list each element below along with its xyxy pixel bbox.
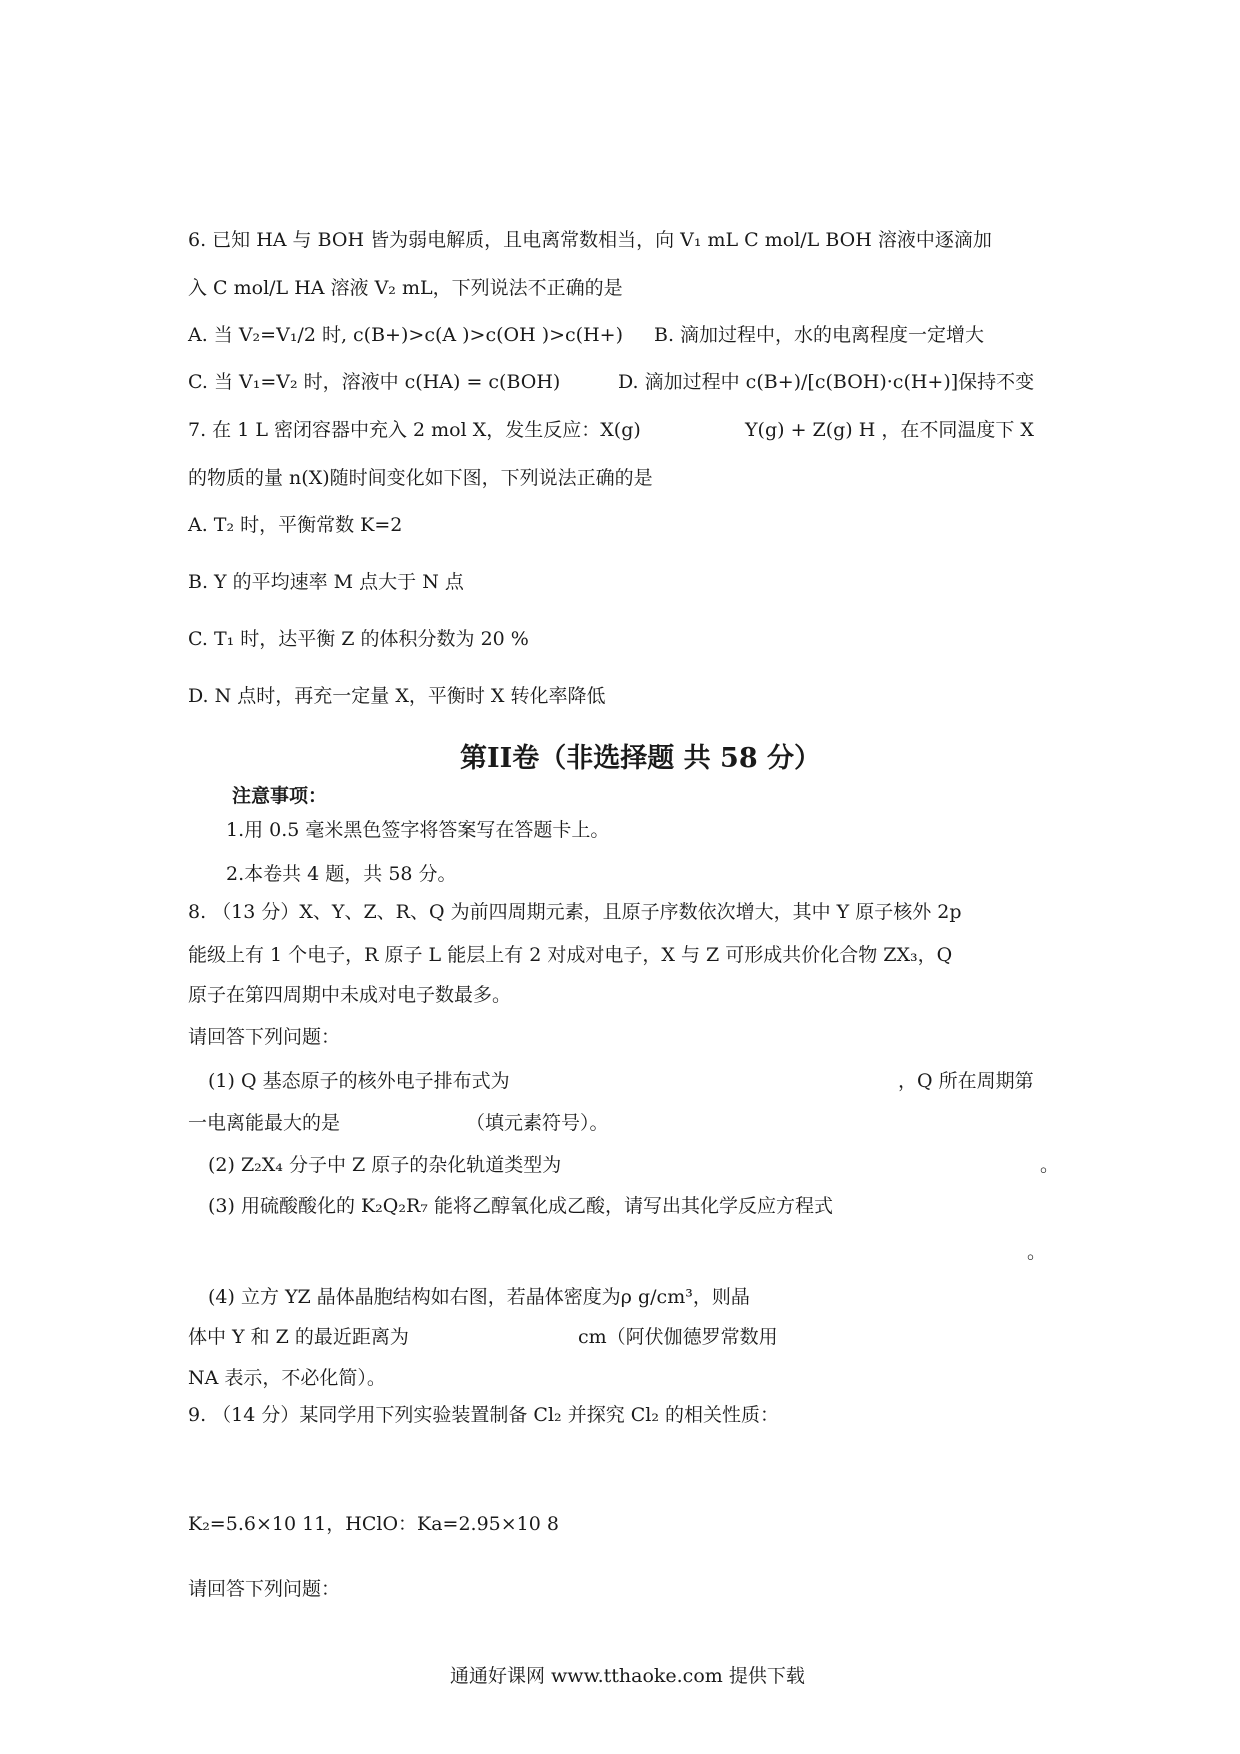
q6-option-c: C. 当 V₁=V₂ 时，溶液中 c(HA) = c(BOH) — [188, 371, 561, 393]
q6-option-a: A. 当 V₂=V₁/2 时, c(B+)>c(A )>c(OH )>c(H+) — [188, 324, 623, 346]
q6-option-d: D. 滴加过程中 c(B+)/[c(BOH)·c(H+)]保持不变 — [618, 371, 1035, 393]
section-title: 第II卷（非选择题 共 58 分） — [460, 743, 822, 774]
footer-download-note: 通通好课网 www.tthaoke.com 提供下载 — [450, 1665, 805, 1687]
q8-part1-line2: 一电离能最大的是 — [188, 1112, 341, 1134]
q7-option-d: D. N 点时，再充一定量 X，平衡时 X 转化率降低 — [188, 685, 606, 707]
q9-prompt: 请回答下列问题： — [188, 1578, 341, 1600]
notice-title: 注意事项： — [232, 785, 328, 807]
notice-item-1: 1.用 0.5 毫米黑色签字将答案写在答题卡上。 — [226, 819, 610, 841]
q9-constants: K₂=5.6×10 11，HClO：Ka=2.95×10 8 — [188, 1513, 559, 1535]
q8-part2-text: (2) Z₂X₄ 分子中 Z 原子的杂化轨道类型为 — [208, 1154, 562, 1176]
q8-stem-line1: 8. （13 分）X、Y、Z、R、Q 为前四周期元素，且原子序数依次增大，其中 Y 原子核外 2p — [188, 901, 962, 923]
q8-stem-line3: 原子在第四周期中未成对电子数最多。 — [188, 984, 512, 1006]
q7-stem-line1-right: Y(g) + Z(g) H ，在不同温度下 X — [745, 419, 1034, 441]
q8-part4-line2-right: cm（阿伏伽德罗常数用 — [578, 1326, 778, 1348]
q7-stem-line1-left: 7. 在 1 L 密闭容器中充入 2 mol X，发生反应：X(g) — [188, 419, 641, 441]
notice-item-2: 2.本卷共 4 题，共 58 分。 — [226, 863, 457, 885]
q7-option-c: C. T₁ 时，达平衡 Z 的体积分数为 20 % — [188, 628, 529, 650]
q8-part3-text: (3) 用硫酸酸化的 K₂Q₂R₇ 能将乙醇氧化成乙酸，请写出其化学反应方程式 — [208, 1195, 833, 1217]
q9-stem: 9. （14 分）某同学用下列实验装置制备 Cl₂ 并探究 Cl₂ 的相关性质： — [188, 1404, 780, 1426]
q8-part4-line2: 体中 Y 和 Z 的最近距离为 — [188, 1326, 409, 1348]
q8-part4-line3: NA 表示，不必化简）。 — [188, 1367, 386, 1389]
q8-part1-line2-right: （填元素符号）。 — [466, 1112, 609, 1134]
q8-prompt: 请回答下列问题： — [188, 1026, 341, 1048]
q8-part4-line1: (4) 立方 YZ 晶体晶胞结构如右图，若晶体密度为ρ g/cm³，则晶 — [208, 1286, 750, 1308]
q8-part2-period: 。 — [1040, 1154, 1060, 1176]
q6-stem-line1: 6. 已知 HA 与 BOH 皆为弱电解质，且电离常数相当，向 V₁ mL C mol/L BOH 溶液中逐滴加 — [188, 229, 992, 251]
q6-stem-line2: 入 C mol/L HA 溶液 V₂ mL，下列说法不正确的是 — [188, 277, 623, 299]
q8-part1-text: (1) Q 基态原子的核外电子排布式为 — [208, 1070, 510, 1092]
q8-part1-text-right: ，Q 所在周期第 — [898, 1070, 1034, 1092]
q7-option-a: A. T₂ 时，平衡常数 K=2 — [188, 514, 403, 536]
q8-part3-period: 。 — [1027, 1241, 1047, 1263]
q8-stem-line2: 能级上有 1 个电子，R 原子 L 能层上有 2 对成对电子，X 与 Z 可形成共价化合物 ZX₃，Q — [188, 944, 953, 966]
q7-stem-line2: 的物质的量 n(X)随时间变化如下图，下列说法正确的是 — [188, 467, 653, 489]
q6-option-b: B. 滴加过程中，水的电离程度一定增大 — [654, 324, 985, 346]
q7-option-b: B. Y 的平均速率 M 点大于 N 点 — [188, 571, 464, 593]
